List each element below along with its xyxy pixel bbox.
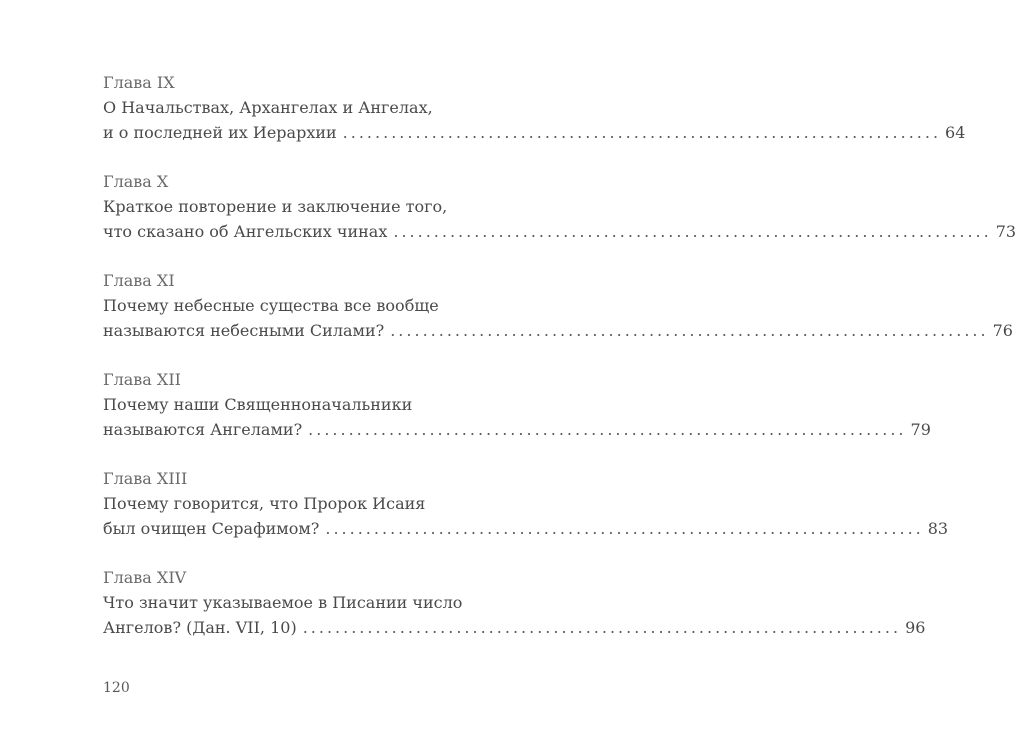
chapter-title-line: Что значит указываемое в Писании число [103, 593, 463, 612]
dot-leader: .......................................................................... [342, 123, 942, 142]
toc-entry [103, 70, 966, 169]
chapter-title-last-line [103, 417, 931, 442]
chapter-number: Глава X [103, 172, 169, 191]
chapter-title-line: Почему наши Священноначальники [103, 395, 413, 414]
chapter-title-text: был очищен Серафимом? [103, 519, 320, 538]
chapter-title-text: называются Ангелами? [103, 420, 303, 439]
chapter-number: Глава IX [103, 73, 175, 92]
chapter-title-last-line [103, 615, 926, 640]
dot-leader: .......................................................................... [302, 618, 902, 637]
chapter-title-line: Краткое повторение и заключение того, [103, 197, 448, 216]
dot-leader: .......................................................................... [325, 519, 924, 538]
chapter-title-line: Почему говорится, что Пророк Исаия [103, 494, 426, 513]
chapter-title-last-line [103, 120, 966, 145]
chapter-title-line: О Начальствах, Архангелах и Ангелах, [103, 98, 433, 117]
table-of-contents [103, 70, 1016, 664]
dot-leader: .......................................................................... [390, 321, 989, 340]
chapter-title-text: и о последней их Иерархии [103, 123, 337, 142]
chapter-number: Глава XI [103, 271, 175, 290]
chapter-title-text: что сказано об Ангельских чинах [103, 222, 388, 241]
chapter-title-last-line [103, 516, 949, 541]
toc-entry [103, 466, 949, 565]
chapter-number: Глава XIV [103, 568, 187, 587]
dot-leader: .......................................................................... [393, 222, 992, 241]
toc-entry [103, 169, 1016, 268]
page-number: 83 [927, 519, 949, 538]
folio-page-number: 120 [103, 680, 130, 696]
page-number: 73 [995, 222, 1016, 241]
chapter-title-text: Ангелов? (Дан. VII, 10) [103, 618, 297, 637]
toc-entry [103, 565, 926, 664]
toc-entry [103, 367, 931, 466]
page-number: 96 [905, 618, 926, 637]
page-number: 76 [992, 321, 1013, 340]
dot-leader: .......................................................................... [308, 420, 907, 439]
chapter-number: Глава XII [103, 370, 181, 389]
chapter-title-text: называются небесными Силами? [103, 321, 385, 340]
toc-entry [103, 268, 1013, 367]
chapter-number: Глава XIII [103, 469, 188, 488]
chapter-title-line: Почему небесные существа все вообще [103, 296, 439, 315]
page-number: 64 [945, 123, 966, 142]
page-number: 79 [910, 420, 931, 439]
chapter-title-last-line [103, 219, 1016, 244]
chapter-title-last-line [103, 318, 1013, 343]
